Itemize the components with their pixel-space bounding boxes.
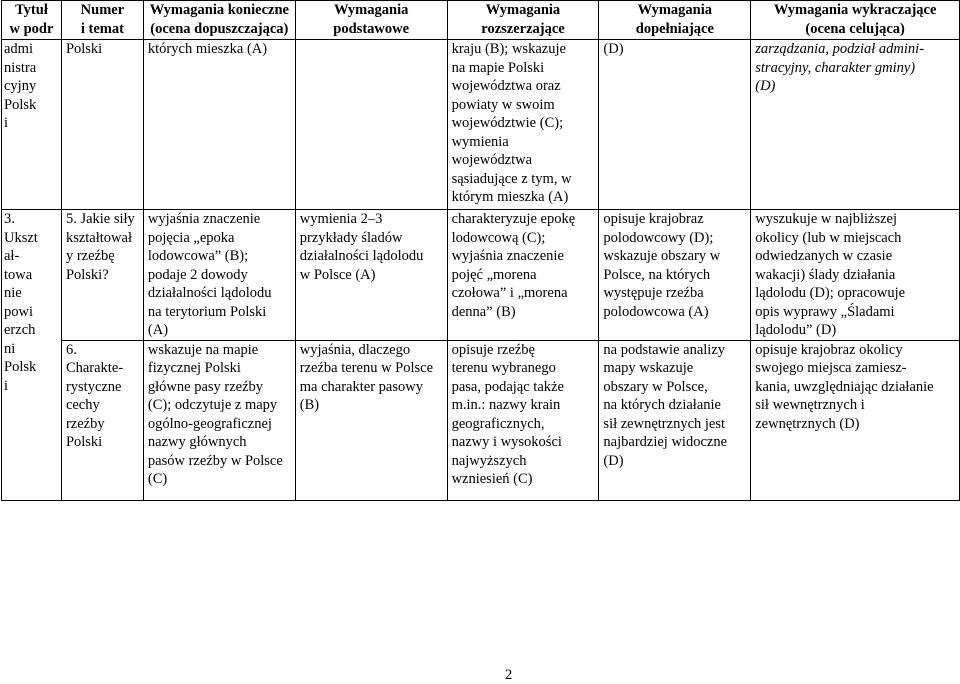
header-chapter: Tytuł w podr: [2, 1, 62, 40]
page-number: 2: [505, 667, 513, 683]
supplementary-cell: na podstawie analizy mapy wskazuje obszary w Polsce, na których działanie sił zewnętrznych jest najbardziej widoczne (D): [599, 340, 751, 500]
extended-cell: kraju (B); wskazuje na mapie Polski województwa oraz powiaty w swoim województwie (C); wymienia województwa sąsiadujące z tym, w którym mieszka (A): [447, 40, 599, 210]
table-row: [2, 210, 960, 341]
topic-cell: Polski: [61, 40, 143, 210]
chapter-cell: 3. Ukszt ał- towa nie powi erzch ni Polsk i: [2, 210, 62, 501]
supplementary-cell: (D): [599, 40, 751, 210]
exceeding-cell: wyszukuje w najbliższej okolicy (lub w miejscach odwiedzanych w czasie wakacji) ślady działania lądolodu (D); opracowuje opis wyprawy „Śladami lądolodu” (D): [751, 210, 960, 341]
chapter-cell: admi nistra cyjny Polsk i: [2, 40, 62, 210]
basic-cell: wymienia 2–3 przykłady śladów działalności lądolodu w Polsce (A): [295, 210, 447, 341]
requirements-table: [1, 0, 960, 501]
topic-cell: 6. Charakte- rystyczne cechy rzeźby Polski: [61, 340, 143, 500]
header-supplementary: Wymagania dopełniające: [599, 1, 751, 40]
header-topic: Numer i temat: [61, 1, 143, 40]
supplementary-cell: opisuje krajobraz polodowcowy (D); wskazuje obszary w Polsce, na których występuje rzeźba polodowcowa (A): [599, 210, 751, 341]
exceeding-cell: opisuje krajobraz okolicy swojego miejsca zamiesz- kania, uwzględniając działanie sił wewnętrznych i zewnętrznych (D): [751, 340, 960, 500]
extended-cell: opisuje rzeźbę terenu wybranego pasa, podając także m.in.: nazwy krain geograficznych, nazwy i wysokości najwyższych wzniesień (C): [447, 340, 599, 500]
required-cell: wyjaśnia znaczenie pojęcia „epoka lodowcowa” (B); podaje 2 dowody działalności lądolodu na terytorium Polski (A): [143, 210, 295, 341]
header-exceeding: Wymagania wykraczające (ocena celująca): [751, 1, 960, 40]
table-row: [2, 40, 960, 210]
table-row: [2, 340, 960, 500]
required-cell: których mieszka (A): [143, 40, 295, 210]
exceeding-cell: zarządzania, podział admini- stracyjny, charakter gminy) (D): [751, 40, 960, 210]
header-basic: Wymagania podstawowe: [295, 1, 447, 40]
topic-cell: 5. Jakie siły kształtował y rzeźbę Polski?: [61, 210, 143, 341]
required-cell: wskazuje na mapie fizycznej Polski główne pasy rzeźby (C); odczytuje z mapy ogólno-geograficznej nazwy głównych pasów rzeźby w Polsce (C): [143, 340, 295, 500]
header-extended: Wymagania rozszerzające: [447, 1, 599, 40]
basic-cell: wyjaśnia, dlaczego rzeźba terenu w Polsce ma charakter pasowy (B): [295, 340, 447, 500]
header-row: [2, 1, 960, 40]
basic-cell: [295, 40, 447, 210]
header-required: Wymagania konieczne (ocena dopuszczająca): [143, 1, 295, 40]
extended-cell: charakteryzuje epokę lodowcową (C); wyjaśnia znaczenie pojęć „morena czołowa” i „morena denna” (B): [447, 210, 599, 341]
